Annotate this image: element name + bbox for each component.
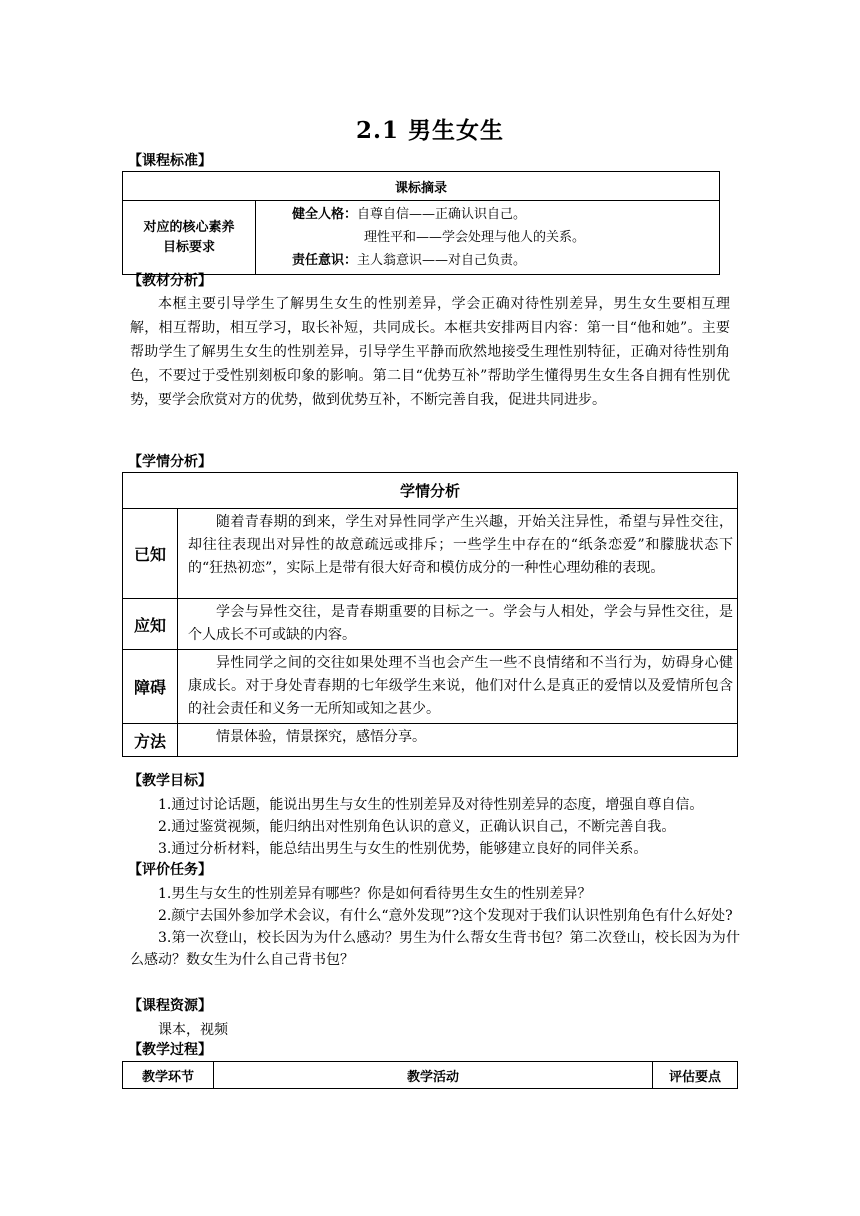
- student-row-text: 随着青春期的到来，学生对异性同学产生兴趣，开始关注异性，希望与异性交往，却往往表现出对异性的故意疏远或排斥；一些学生中存在的“纸条恋爱”和朦胧状态下的“狂热初恋”，实际上是带有很大好奇和模仿成分的一种性心理幼稚的表现。: [178, 509, 738, 599]
- material-paragraph: 本框主要引导学生了解男生女生的性别差异，学会正确对待性别差异，男生女生要相互理解，相互帮助，相互学习，取长补短，共同成长。本框共安排两目内容：第一目“他和她”。主要帮助学生了解男生女生的性别差异，引导学生平静而欣然地接受生理性别特征，正确对待性别角色，不要过于受性别刻板印象的影响。第二目“优势互补”帮助学生懂得男生女生各自拥有性别优势，要学会欣赏对方的优势，做到优势互补，不断完善自我，促进共同进步。: [130, 296, 730, 408]
- standard-table: [122, 171, 720, 275]
- section-heading-standard: 【课程标准】: [128, 153, 212, 169]
- student-row-label: 已知: [123, 509, 178, 599]
- standard-row-1-value: 自尊自信——正确认识自己。: [357, 207, 527, 222]
- student-table-caption: 学情分析: [123, 473, 738, 509]
- standard-row-3-value: 主人翁意识——对自己负责。: [357, 253, 527, 268]
- process-col-stage: 教学环节: [123, 1062, 214, 1089]
- section-heading-tasks: 【评价任务】: [128, 862, 212, 878]
- goal-item: 2.通过鉴赏视频，能归纳出对性别角色认识的意义，正确认识自己，不断完善自我。: [158, 819, 676, 835]
- task-item: 3.第一次登山，校长因为为什么感动？男生为什么帮女生背书包？第二次登山，校长因为为什么感动？数女生为什么自己背书包？: [130, 930, 740, 968]
- standard-table-header: 课标摘录: [123, 172, 720, 201]
- goals-list: [130, 794, 740, 860]
- process-table: [122, 1061, 738, 1089]
- process-col-evaluation: 评估要点: [653, 1062, 738, 1089]
- tasks-list: [130, 883, 740, 971]
- resources-text-block: [130, 1019, 740, 1041]
- task-item: 1.男生与女生的性别差异有哪些？你是如何看待男生女生的性别差异？: [158, 886, 592, 902]
- page-title: 2.1 男生女生: [355, 117, 505, 144]
- goal-item: 1.通过讨论话题，能说出男生与女生的性别差异及对待性别差异的态度，增强自尊自信。: [158, 797, 704, 813]
- student-table: [122, 472, 738, 757]
- standard-row-1-key: 健全人格：: [292, 207, 358, 222]
- student-row-label: 方法: [123, 724, 178, 757]
- standard-row-1: [292, 203, 719, 226]
- student-row-text: 情景体验，情景探究，感悟分享。: [178, 724, 738, 757]
- standard-row-3: [292, 249, 719, 272]
- student-row-label: 障碍: [123, 650, 178, 724]
- goal-item: 3.通过分析材料，能总结出男生与女生的性别优势，能够建立良好的同伴关系。: [158, 841, 648, 857]
- section-heading-resources: 【课程资源】: [128, 998, 212, 1014]
- label-line-2: 目标要求: [162, 239, 215, 255]
- standard-table-label: [123, 201, 256, 275]
- student-row-label: 应知: [123, 599, 178, 650]
- label-line-1: 对应的核心素养: [143, 219, 235, 235]
- standard-table-content: [256, 201, 720, 275]
- section-heading-material: 【教材分析】: [128, 273, 212, 289]
- section-heading-goals: 【教学目标】: [128, 773, 212, 789]
- section-heading-process: 【教学过程】: [128, 1042, 212, 1058]
- student-row-text: 异性同学之间的交往如果处理不当也会产生一些不良情绪和不当行为，妨碍身心健康成长。对于身处青春期的七年级学生来说，他们对什么是真正的爱情以及爱情所包含的社会责任和义务一无所知或知之甚少。: [178, 650, 738, 724]
- student-row-text: 学会与异性交往，是青春期重要的目标之一。学会与人相处，学会与异性交往，是个人成长不可或缺的内容。: [178, 599, 738, 650]
- section-heading-student: 【学情分析】: [128, 454, 212, 470]
- resources-text: 课本，视频: [158, 1022, 228, 1038]
- standard-row-3-key: 责任意识：: [292, 253, 358, 268]
- process-col-activity: 教学活动: [214, 1062, 653, 1089]
- standard-row-2: 理性平和——学会处理与他人的关系。: [364, 230, 586, 245]
- task-item: 2.颜宁去国外参加学术会议，有什么“意外发现”?这个发现对于我们认识性别角色有什么好处?: [158, 908, 733, 924]
